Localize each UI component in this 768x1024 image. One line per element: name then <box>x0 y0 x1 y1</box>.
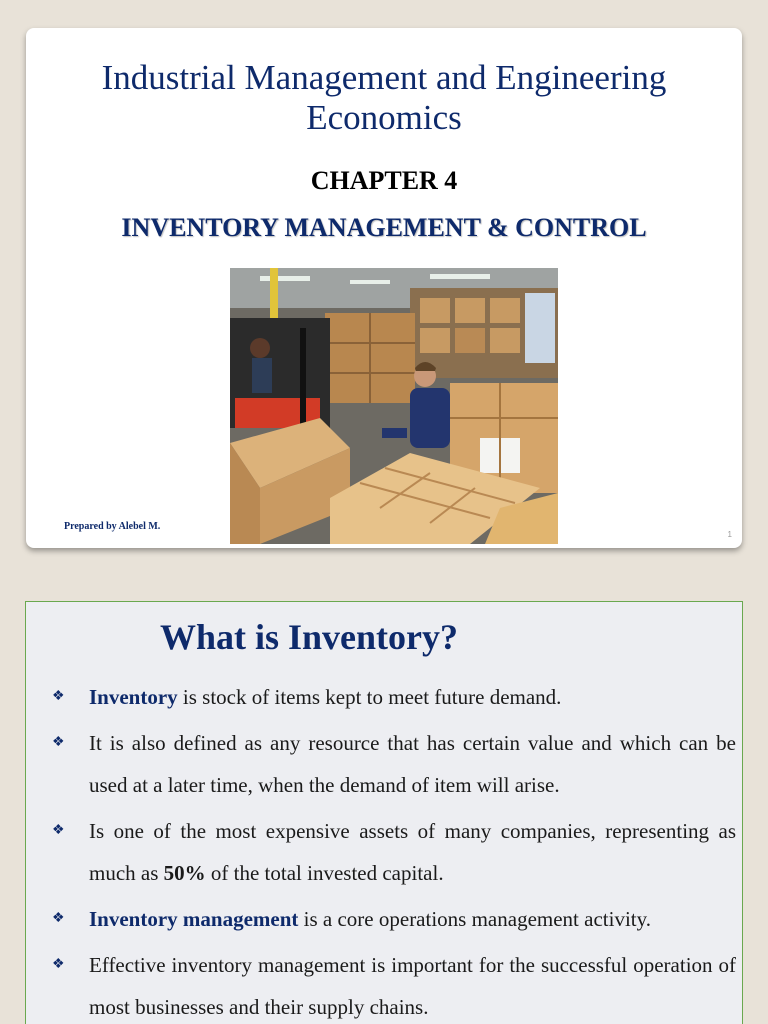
title-slide <box>26 28 742 548</box>
warehouse-photo <box>230 268 558 544</box>
bullet-item <box>52 944 736 1024</box>
slide-heading: What is Inventory? <box>160 617 459 657</box>
diamond-bullet-icon: ❖ <box>52 823 65 838</box>
bullet-list <box>52 676 736 1024</box>
bullet-item <box>52 722 736 806</box>
bullet-text: It is also defined as any resource that has certain value and which can be used at a later time, when the demand of item will arise. <box>89 731 736 797</box>
bullet-text: is a core operations management activity. <box>298 907 651 931</box>
percentage-value: 50% <box>163 861 206 885</box>
diamond-bullet-icon: ❖ <box>52 689 65 704</box>
content-slide <box>25 601 743 1024</box>
chapter-label: CHAPTER 4 <box>310 166 458 195</box>
bullet-text: Is one of the most expensive assets of many companies, representing as much as <box>89 819 736 885</box>
page-number: 1 <box>727 530 732 539</box>
bullet-item <box>52 810 736 894</box>
chapter-subtitle: INVENTORY MANAGEMENT & CONTROL <box>121 213 647 242</box>
diamond-bullet-icon: ❖ <box>52 911 65 926</box>
bullet-item <box>52 676 736 718</box>
bullet-text: of the total invested capital. <box>205 861 444 885</box>
diamond-bullet-icon: ❖ <box>52 957 65 972</box>
bullet-item <box>52 898 736 940</box>
bullet-text: Effective inventory management is important for the successful operation of most businesses and their supply chains. <box>89 953 736 1019</box>
keyword: Inventory management <box>89 907 299 931</box>
slide-title: Industrial Management and Engineering Economics <box>101 58 667 137</box>
diamond-bullet-icon: ❖ <box>52 735 65 750</box>
keyword: Inventory <box>89 685 178 709</box>
prepared-by: Prepared by Alebel M. <box>64 521 161 532</box>
bullet-text: is stock of items kept to meet future demand. <box>177 685 562 709</box>
